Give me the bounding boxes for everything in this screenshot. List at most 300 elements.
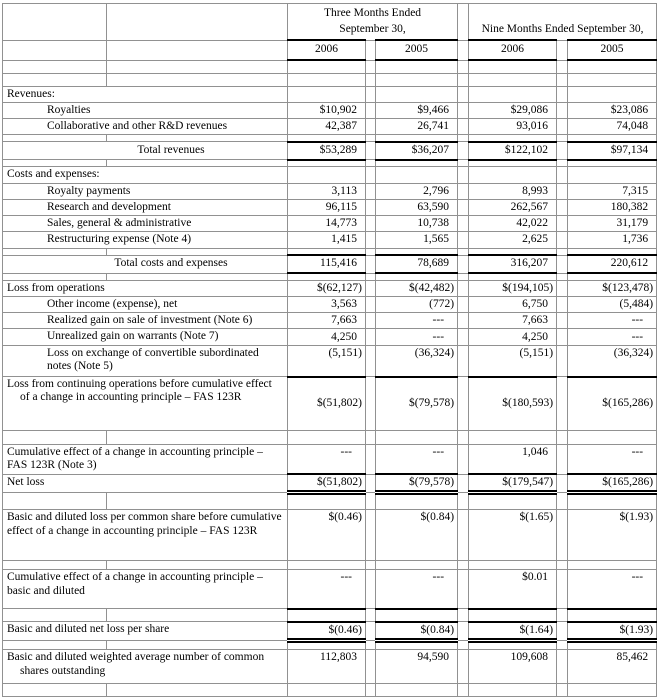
table-body <box>3 73 657 697</box>
gap-cell <box>458 4 469 41</box>
total-row <box>3 142 657 160</box>
spacer-row <box>3 160 657 167</box>
table-header <box>3 4 657 74</box>
flush-row <box>3 445 657 474</box>
label-subcell <box>3 431 107 445</box>
value-cell: 115,416 <box>288 255 366 273</box>
gap-cell <box>366 199 376 215</box>
value-cell: (36,324) <box>376 346 458 377</box>
value-cell: $36,207 <box>376 142 458 160</box>
gap-cell <box>458 183 469 199</box>
gap-cell <box>557 431 568 445</box>
value-cell: 8,993 <box>469 183 557 199</box>
value-cell: 63,590 <box>376 199 458 215</box>
value-cell <box>376 248 458 255</box>
item-row <box>3 183 657 199</box>
value-cell <box>568 641 657 650</box>
gap-cell <box>557 312 568 328</box>
gap-cell <box>366 167 376 183</box>
year-header: 2005 <box>568 40 657 60</box>
spacer-row <box>3 684 657 697</box>
value-cell <box>288 273 366 280</box>
value-cell: --- <box>376 570 458 609</box>
value-cell <box>568 86 657 102</box>
label-subcell <box>3 641 107 650</box>
value-cell: 4,250 <box>288 329 366 346</box>
gap-cell <box>557 493 568 510</box>
gap-cell <box>458 167 469 183</box>
gap-cell <box>458 431 469 445</box>
label-subcell <box>107 40 288 60</box>
value-cell: 2,625 <box>469 232 557 248</box>
gap-cell <box>458 232 469 248</box>
value-cell: 3,563 <box>288 296 366 312</box>
value-cell <box>469 273 557 280</box>
value-cell <box>469 60 557 73</box>
gap-cell <box>557 622 568 641</box>
gap-cell <box>458 570 469 609</box>
gap-cell <box>366 248 376 255</box>
row-label: Cumulative effect of a change in accounting principle – basic and diluted <box>3 570 288 609</box>
value-cell: 2,796 <box>376 183 458 199</box>
value-cell: 26,741 <box>376 119 458 135</box>
gap-cell <box>557 377 568 431</box>
value-cell: 3,113 <box>288 183 366 199</box>
value-cell: 112,803 <box>288 650 366 684</box>
value-cell <box>376 73 458 86</box>
gap-cell <box>366 119 376 135</box>
value-cell: 7,663 <box>288 312 366 328</box>
gap-cell <box>557 684 568 697</box>
value-cell <box>469 684 557 697</box>
value-cell: 93,016 <box>469 119 557 135</box>
value-cell: 42,387 <box>288 119 366 135</box>
value-cell: 7,663 <box>469 312 557 328</box>
gap-cell <box>458 73 469 86</box>
value-cell: (5,151) <box>469 346 557 377</box>
label-subcell <box>107 561 288 570</box>
label-subcell <box>107 273 288 280</box>
value-cell <box>376 641 458 650</box>
value-cell: (5,151) <box>288 346 366 377</box>
value-cell: 10,738 <box>376 216 458 232</box>
gap-cell <box>458 280 469 296</box>
row-label: Loss on exchange of convertible subordinated notes (Note 5) <box>3 346 288 377</box>
flush-row <box>3 280 657 296</box>
period-group-three-months: Three Months Ended September 30, <box>288 4 458 41</box>
value-cell: $122,102 <box>469 142 557 160</box>
row-label: Net loss <box>3 474 288 493</box>
value-cell: 1,565 <box>376 232 458 248</box>
value-cell: 94,590 <box>376 650 458 684</box>
gap-cell <box>366 493 376 510</box>
gap-cell <box>458 561 469 570</box>
value-cell <box>288 60 366 73</box>
value-cell: $(1.93) <box>568 510 657 561</box>
label-subcell <box>107 248 288 255</box>
spacer-row <box>3 609 657 622</box>
value-cell <box>288 493 366 510</box>
row-label: Total revenues <box>3 142 288 160</box>
value-cell <box>568 60 657 73</box>
row-label: Basic and diluted loss per common share before cumulative effect of a change in accounting principle – FAS 123R <box>3 510 288 561</box>
value-cell: (772) <box>376 296 458 312</box>
label-subcell <box>107 135 288 142</box>
gap-cell <box>557 570 568 609</box>
value-cell: (5,484) <box>568 296 657 312</box>
gap-cell <box>458 510 469 561</box>
value-cell: $(0.84) <box>376 622 458 641</box>
gap-cell <box>557 86 568 102</box>
label-subcell <box>3 160 107 167</box>
value-cell: $(79,578) <box>376 474 458 493</box>
value-cell: $(1.65) <box>469 510 557 561</box>
value-cell: $(165,286) <box>568 377 657 431</box>
item-row <box>3 119 657 135</box>
value-cell <box>376 493 458 510</box>
value-cell <box>469 86 557 102</box>
value-cell: --- <box>568 445 657 474</box>
value-cell: $(180,593) <box>469 377 557 431</box>
value-cell: 262,567 <box>469 199 557 215</box>
gap-cell <box>557 445 568 474</box>
label-subcell <box>3 60 107 73</box>
gap-cell <box>366 232 376 248</box>
value-cell <box>288 684 366 697</box>
gap-cell <box>458 296 469 312</box>
row-label: Restructuring expense (Note 4) <box>3 232 288 248</box>
label-subcell <box>107 684 288 697</box>
period-header-row <box>3 4 657 41</box>
value-cell <box>288 561 366 570</box>
item-row <box>3 232 657 248</box>
label-subcell <box>107 609 288 622</box>
gap-cell <box>557 641 568 650</box>
value-cell: 42,022 <box>469 216 557 232</box>
row-label: Royalties <box>3 102 288 118</box>
value-cell <box>376 135 458 142</box>
gap-cell <box>366 377 376 431</box>
year-header: 2006 <box>469 40 557 60</box>
gap-cell <box>557 248 568 255</box>
row-label: Cumulative effect of a change in accounting principle – FAS 123R (Note 3) <box>3 445 288 474</box>
value-cell: $(79,578) <box>376 377 458 431</box>
section-row <box>3 167 657 183</box>
gap-cell <box>557 329 568 346</box>
gap-cell <box>458 493 469 510</box>
label-subcell <box>107 160 288 167</box>
value-cell: --- <box>288 570 366 609</box>
gap-cell <box>458 142 469 160</box>
gap-cell <box>366 142 376 160</box>
gap-cell <box>458 445 469 474</box>
label-subcell <box>107 641 288 650</box>
value-cell <box>288 86 366 102</box>
gap-cell <box>458 160 469 167</box>
value-cell: --- <box>376 312 458 328</box>
gap-cell <box>366 273 376 280</box>
value-cell: $(51,802) <box>288 377 366 431</box>
value-cell <box>376 86 458 102</box>
value-cell: --- <box>568 329 657 346</box>
value-cell <box>376 431 458 445</box>
value-cell: $(1.93) <box>568 622 657 641</box>
spacer-row <box>3 561 657 570</box>
value-cell: $9,466 <box>376 102 458 118</box>
gap-cell <box>458 329 469 346</box>
value-cell <box>288 160 366 167</box>
period-group-nine-months: Nine Months Ended September 30, <box>469 4 657 41</box>
value-cell: $(123,478) <box>568 280 657 296</box>
gap-cell <box>366 280 376 296</box>
value-cell <box>469 431 557 445</box>
gap-cell <box>557 73 568 86</box>
value-cell <box>568 561 657 570</box>
header-spacer-row <box>3 60 657 73</box>
spacer-row <box>3 431 657 445</box>
value-cell <box>376 167 458 183</box>
label-subcell <box>107 73 288 86</box>
value-cell: --- <box>568 312 657 328</box>
value-cell: 316,207 <box>469 255 557 273</box>
value-cell: 109,608 <box>469 650 557 684</box>
value-cell: 220,612 <box>568 255 657 273</box>
label-subcell <box>3 493 107 510</box>
gap-cell <box>366 183 376 199</box>
gap-cell <box>458 255 469 273</box>
gap-cell <box>366 312 376 328</box>
row-label: Total costs and expenses <box>3 255 288 273</box>
value-cell <box>469 160 557 167</box>
row-label: Revenues: <box>3 86 288 102</box>
value-cell: $53,289 <box>288 142 366 160</box>
row-label: Loss from operations <box>3 280 288 296</box>
gap-cell <box>366 329 376 346</box>
value-cell: $(62,127) <box>288 280 366 296</box>
label-subcell <box>107 4 288 41</box>
gap-cell <box>557 40 568 60</box>
value-cell: --- <box>288 445 366 474</box>
row-label: Unrealized gain on warrants (Note 7) <box>3 329 288 346</box>
value-cell: 96,115 <box>288 199 366 215</box>
item-row <box>3 102 657 118</box>
gap-cell <box>557 346 568 377</box>
gap-cell <box>557 60 568 73</box>
value-cell: 85,462 <box>568 650 657 684</box>
gap-cell <box>557 273 568 280</box>
gap-cell <box>366 216 376 232</box>
gap-cell <box>557 216 568 232</box>
gap-cell <box>458 102 469 118</box>
value-cell: $10,902 <box>288 102 366 118</box>
row-label: Collaborative and other R&D revenues <box>3 119 288 135</box>
value-cell <box>288 641 366 650</box>
value-cell: $0.01 <box>469 570 557 609</box>
total-row <box>3 255 657 273</box>
gap-cell <box>458 622 469 641</box>
gap-cell <box>366 431 376 445</box>
row-label: Royalty payments <box>3 183 288 199</box>
value-cell <box>568 248 657 255</box>
value-cell <box>376 561 458 570</box>
value-cell <box>469 135 557 142</box>
gap-cell <box>458 135 469 142</box>
item-row <box>3 329 657 346</box>
gap-cell <box>557 561 568 570</box>
row-label: Other income (expense), net <box>3 296 288 312</box>
value-cell: (36,324) <box>568 346 657 377</box>
value-cell: --- <box>376 329 458 346</box>
gap-cell <box>366 346 376 377</box>
gap-cell <box>557 142 568 160</box>
gap-cell <box>458 248 469 255</box>
flush-row <box>3 377 657 431</box>
value-cell: --- <box>568 570 657 609</box>
gap-cell <box>557 183 568 199</box>
gap-cell <box>458 60 469 73</box>
financial-statements-table <box>2 3 657 697</box>
gap-cell <box>366 510 376 561</box>
value-cell <box>568 167 657 183</box>
value-cell: $(194,105) <box>469 280 557 296</box>
gap-cell <box>458 609 469 622</box>
value-cell <box>376 609 458 622</box>
gap-cell <box>366 570 376 609</box>
row-label: Research and development <box>3 199 288 215</box>
gap-cell <box>366 622 376 641</box>
gap-cell <box>366 296 376 312</box>
value-cell <box>376 684 458 697</box>
value-cell <box>568 493 657 510</box>
item-row <box>3 216 657 232</box>
gap-cell <box>557 232 568 248</box>
gap-cell <box>366 86 376 102</box>
value-cell: $(1.64) <box>469 622 557 641</box>
value-cell <box>376 273 458 280</box>
value-cell <box>469 167 557 183</box>
value-cell: $(165,286) <box>568 474 657 493</box>
value-cell <box>469 73 557 86</box>
gap-cell <box>557 167 568 183</box>
value-cell: 1,736 <box>568 232 657 248</box>
label-subcell <box>3 561 107 570</box>
value-cell: 78,689 <box>376 255 458 273</box>
value-cell: 180,382 <box>568 199 657 215</box>
value-cell <box>288 609 366 622</box>
spacer-row <box>3 248 657 255</box>
gap-cell <box>458 641 469 650</box>
label-subcell <box>3 273 107 280</box>
value-cell <box>568 431 657 445</box>
spacer-row <box>3 493 657 510</box>
spacer-row <box>3 641 657 650</box>
label-subcell <box>3 135 107 142</box>
gap-cell <box>557 199 568 215</box>
gap-cell <box>366 102 376 118</box>
gap-cell <box>557 135 568 142</box>
gap-cell <box>458 119 469 135</box>
value-cell <box>469 561 557 570</box>
gap-cell <box>458 199 469 215</box>
value-cell <box>568 273 657 280</box>
value-cell <box>469 493 557 510</box>
spacer-row <box>3 135 657 142</box>
value-cell <box>568 609 657 622</box>
section-row <box>3 86 657 102</box>
label-subcell <box>3 73 107 86</box>
value-cell <box>376 160 458 167</box>
spacer-row <box>3 273 657 280</box>
label-subcell <box>3 40 107 60</box>
flush-row <box>3 510 657 561</box>
value-cell <box>469 641 557 650</box>
label-subcell <box>107 493 288 510</box>
flush-row <box>3 622 657 641</box>
spacer-row <box>3 73 657 86</box>
value-cell <box>568 73 657 86</box>
gap-cell <box>557 255 568 273</box>
label-subcell <box>3 609 107 622</box>
value-cell: $29,086 <box>469 102 557 118</box>
value-cell: $(0.84) <box>376 510 458 561</box>
year-header: 2005 <box>376 40 458 60</box>
gap-cell <box>458 684 469 697</box>
gap-cell <box>458 312 469 328</box>
value-cell: --- <box>376 445 458 474</box>
value-cell <box>568 160 657 167</box>
value-cell <box>568 684 657 697</box>
gap-cell <box>366 255 376 273</box>
gap-cell <box>366 445 376 474</box>
value-cell: 31,179 <box>568 216 657 232</box>
row-label: Sales, general & administrative <box>3 216 288 232</box>
value-cell: $(0.46) <box>288 510 366 561</box>
value-cell: 1,415 <box>288 232 366 248</box>
value-cell: $23,086 <box>568 102 657 118</box>
gap-cell <box>366 474 376 493</box>
value-cell <box>568 135 657 142</box>
item-row <box>3 199 657 215</box>
label-subcell <box>3 684 107 697</box>
gap-cell <box>458 40 469 60</box>
value-cell <box>469 609 557 622</box>
row-label: Basic and diluted weighted average number of common shares outstanding <box>3 650 288 684</box>
value-cell <box>288 135 366 142</box>
gap-cell <box>458 216 469 232</box>
gap-cell <box>458 86 469 102</box>
gap-cell <box>557 609 568 622</box>
value-cell <box>288 73 366 86</box>
gap-cell <box>366 40 376 60</box>
gap-cell <box>557 119 568 135</box>
value-cell: 14,773 <box>288 216 366 232</box>
gap-cell <box>366 561 376 570</box>
row-label: Costs and expenses: <box>3 167 288 183</box>
value-cell <box>376 60 458 73</box>
gap-cell <box>557 474 568 493</box>
gap-cell <box>557 296 568 312</box>
value-cell: $(179,547) <box>469 474 557 493</box>
row-label: Basic and diluted net loss per share <box>3 622 288 641</box>
label-subcell <box>3 248 107 255</box>
gap-cell <box>366 641 376 650</box>
item-row <box>3 296 657 312</box>
gap-cell <box>557 510 568 561</box>
gap-cell <box>557 280 568 296</box>
value-cell: 4,250 <box>469 329 557 346</box>
gap-cell <box>366 160 376 167</box>
value-cell: $(51,802) <box>288 474 366 493</box>
